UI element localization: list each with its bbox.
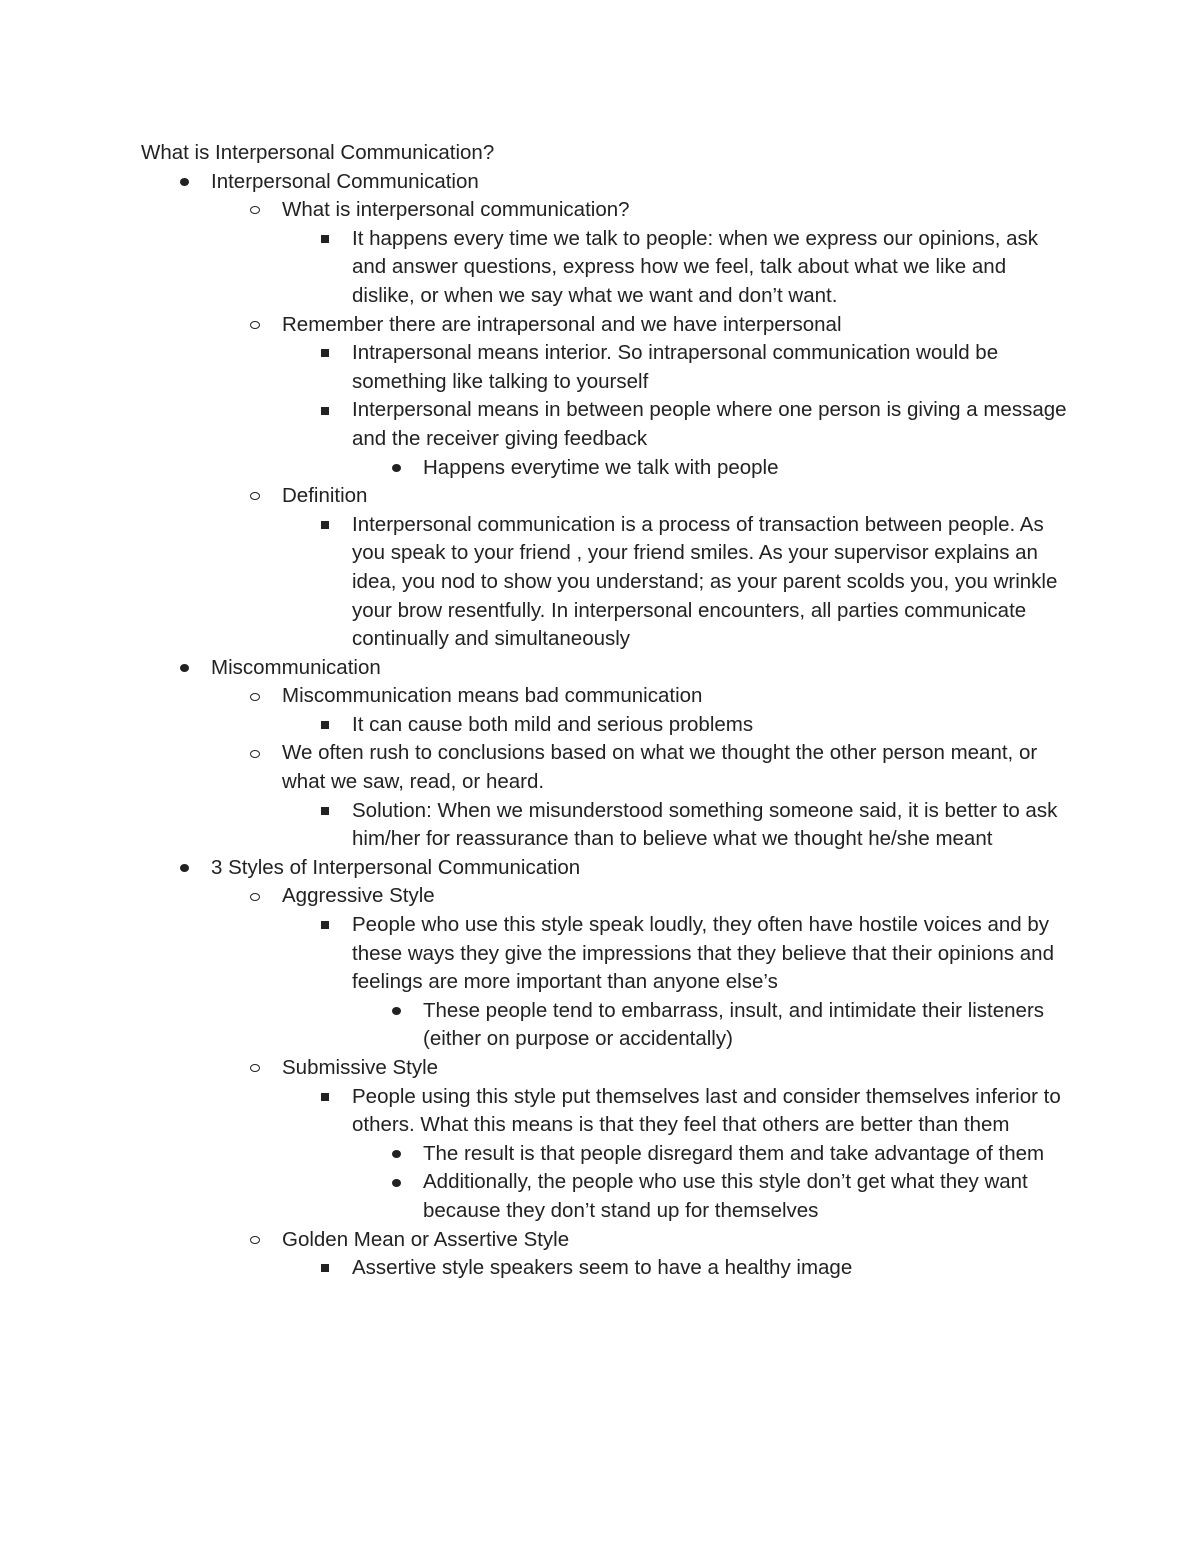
list-item: [141, 225, 1071, 311]
detail-text: Happens everytime we talk with people: [423, 455, 779, 479]
list-item: [141, 997, 1071, 1054]
bullet-disc-icon: [177, 854, 191, 883]
list-item: [141, 911, 1071, 997]
list-item: [141, 1168, 1071, 1225]
list-item: [141, 311, 1071, 340]
list-item: [141, 454, 1071, 483]
list-item: [141, 396, 1071, 453]
bullet-circle-icon: [248, 1054, 262, 1083]
list-item: [141, 882, 1071, 911]
subpoint-text: Submissive Style: [282, 1056, 439, 1079]
bullet-disc-icon: [389, 1168, 403, 1197]
bullet-disc-icon: [389, 997, 403, 1026]
document-body: [141, 139, 1071, 1283]
bullet-square-icon: [318, 396, 332, 425]
bullet-square-icon: [318, 797, 332, 826]
list-item: [141, 339, 1071, 396]
list-item: [141, 682, 1071, 711]
bullet-circle-icon: [248, 882, 262, 911]
bullet-square-icon: [318, 511, 332, 540]
item-text: It happens every time we talk to people: when we express our opinions, ask and answer questions, express how we feel, talk about what we like and dislike, or when we say what we want and don’t want.: [352, 226, 1038, 307]
section-miscommunication: [141, 654, 1071, 683]
item-text: Assertive style speakers seem to have a healthy image: [352, 1256, 853, 1280]
item-text: Intrapersonal means interior. So intrapersonal communication would be something like talking to yourself: [352, 341, 999, 393]
document-title: What is Interpersonal Communication?: [141, 141, 495, 164]
list-item: [141, 797, 1071, 854]
outline-list: [141, 168, 1071, 1283]
bullet-square-icon: [318, 911, 332, 940]
section-heading: Interpersonal Communication: [211, 169, 479, 193]
list-item: [141, 1054, 1071, 1083]
section-interpersonal-communication: [141, 168, 1071, 197]
list-item: [141, 1226, 1071, 1255]
subpoint-text: Definition: [282, 484, 368, 508]
bullet-square-icon: [318, 711, 332, 740]
subpoint-text: Golden Mean or Assertive Style: [282, 1227, 570, 1251]
detail-text: These people tend to embarrass, insult, and intimidate their listeners (either on purpose or accidentally): [423, 998, 1045, 1051]
subpoint-text: Miscommunication means bad communication: [282, 684, 703, 708]
list-item: [141, 196, 1071, 225]
list-item: [141, 1083, 1071, 1140]
list-item: [141, 1254, 1071, 1283]
subpoint-text: Remember there are intrapersonal and we have interpersonal: [282, 312, 842, 336]
list-item: [141, 511, 1071, 654]
subpoint-text: What is interpersonal communication?: [282, 198, 630, 222]
bullet-disc-icon: [177, 654, 191, 683]
detail-text: The result is that people disregard them and take advantage of them: [423, 1141, 1045, 1165]
item-text: It can cause both mild and serious problems: [352, 712, 754, 736]
item-text: Interpersonal means in between people where one person is giving a message and the receiver giving feedback: [352, 398, 1067, 450]
subpoint-text: Aggressive Style: [282, 884, 435, 908]
bullet-circle-icon: [248, 682, 262, 711]
bullet-disc-icon: [389, 1140, 403, 1169]
bullet-square-icon: [318, 339, 332, 368]
detail-text: Additionally, the people who use this style don’t get what they want because they don’t stand up for themselves: [423, 1170, 1028, 1222]
bullet-circle-icon: [248, 482, 262, 511]
item-text: People who use this style speak loudly, they often have hostile voices and by these ways they give the impressions that they believe that their opinions and feelings are more important than anyone else’s: [352, 913, 1054, 994]
section-three-styles: [141, 854, 1071, 883]
bullet-circle-icon: [248, 196, 262, 225]
list-item: [141, 739, 1071, 796]
bullet-circle-icon: [248, 739, 262, 768]
item-text: Solution: When we misunderstood something someone said, it is better to ask him/her for reassurance than to believe what we thought he/she meant: [352, 798, 1058, 851]
list-item: [141, 711, 1071, 740]
section-heading: Miscommunication: [211, 655, 381, 679]
bullet-square-icon: [318, 1254, 332, 1283]
bullet-circle-icon: [248, 1226, 262, 1255]
bullet-square-icon: [318, 225, 332, 254]
bullet-circle-icon: [248, 311, 262, 340]
bullet-disc-icon: [177, 168, 191, 197]
bullet-square-icon: [318, 1083, 332, 1112]
list-item: [141, 482, 1071, 511]
section-heading: 3 Styles of Interpersonal Communication: [211, 855, 581, 879]
item-text: Interpersonal communication is a process of transaction between people. As you speak to your friend , your friend smiles. As your supervisor explains an idea, you nod to show you understand; as your parent scolds you, you wrinkle your brow resentfully. In interpersonal encounters, all parties communicate continually and simultaneously: [352, 512, 1058, 651]
item-text: People using this style put themselves last and consider themselves inferior to others. What this means is that they feel that others are better than them: [352, 1084, 1061, 1137]
list-item: [141, 1140, 1071, 1169]
bullet-disc-icon: [389, 454, 403, 483]
subpoint-text: We often rush to conclusions based on what we thought the other person meant, or what we saw, read, or heard.: [282, 741, 1038, 794]
